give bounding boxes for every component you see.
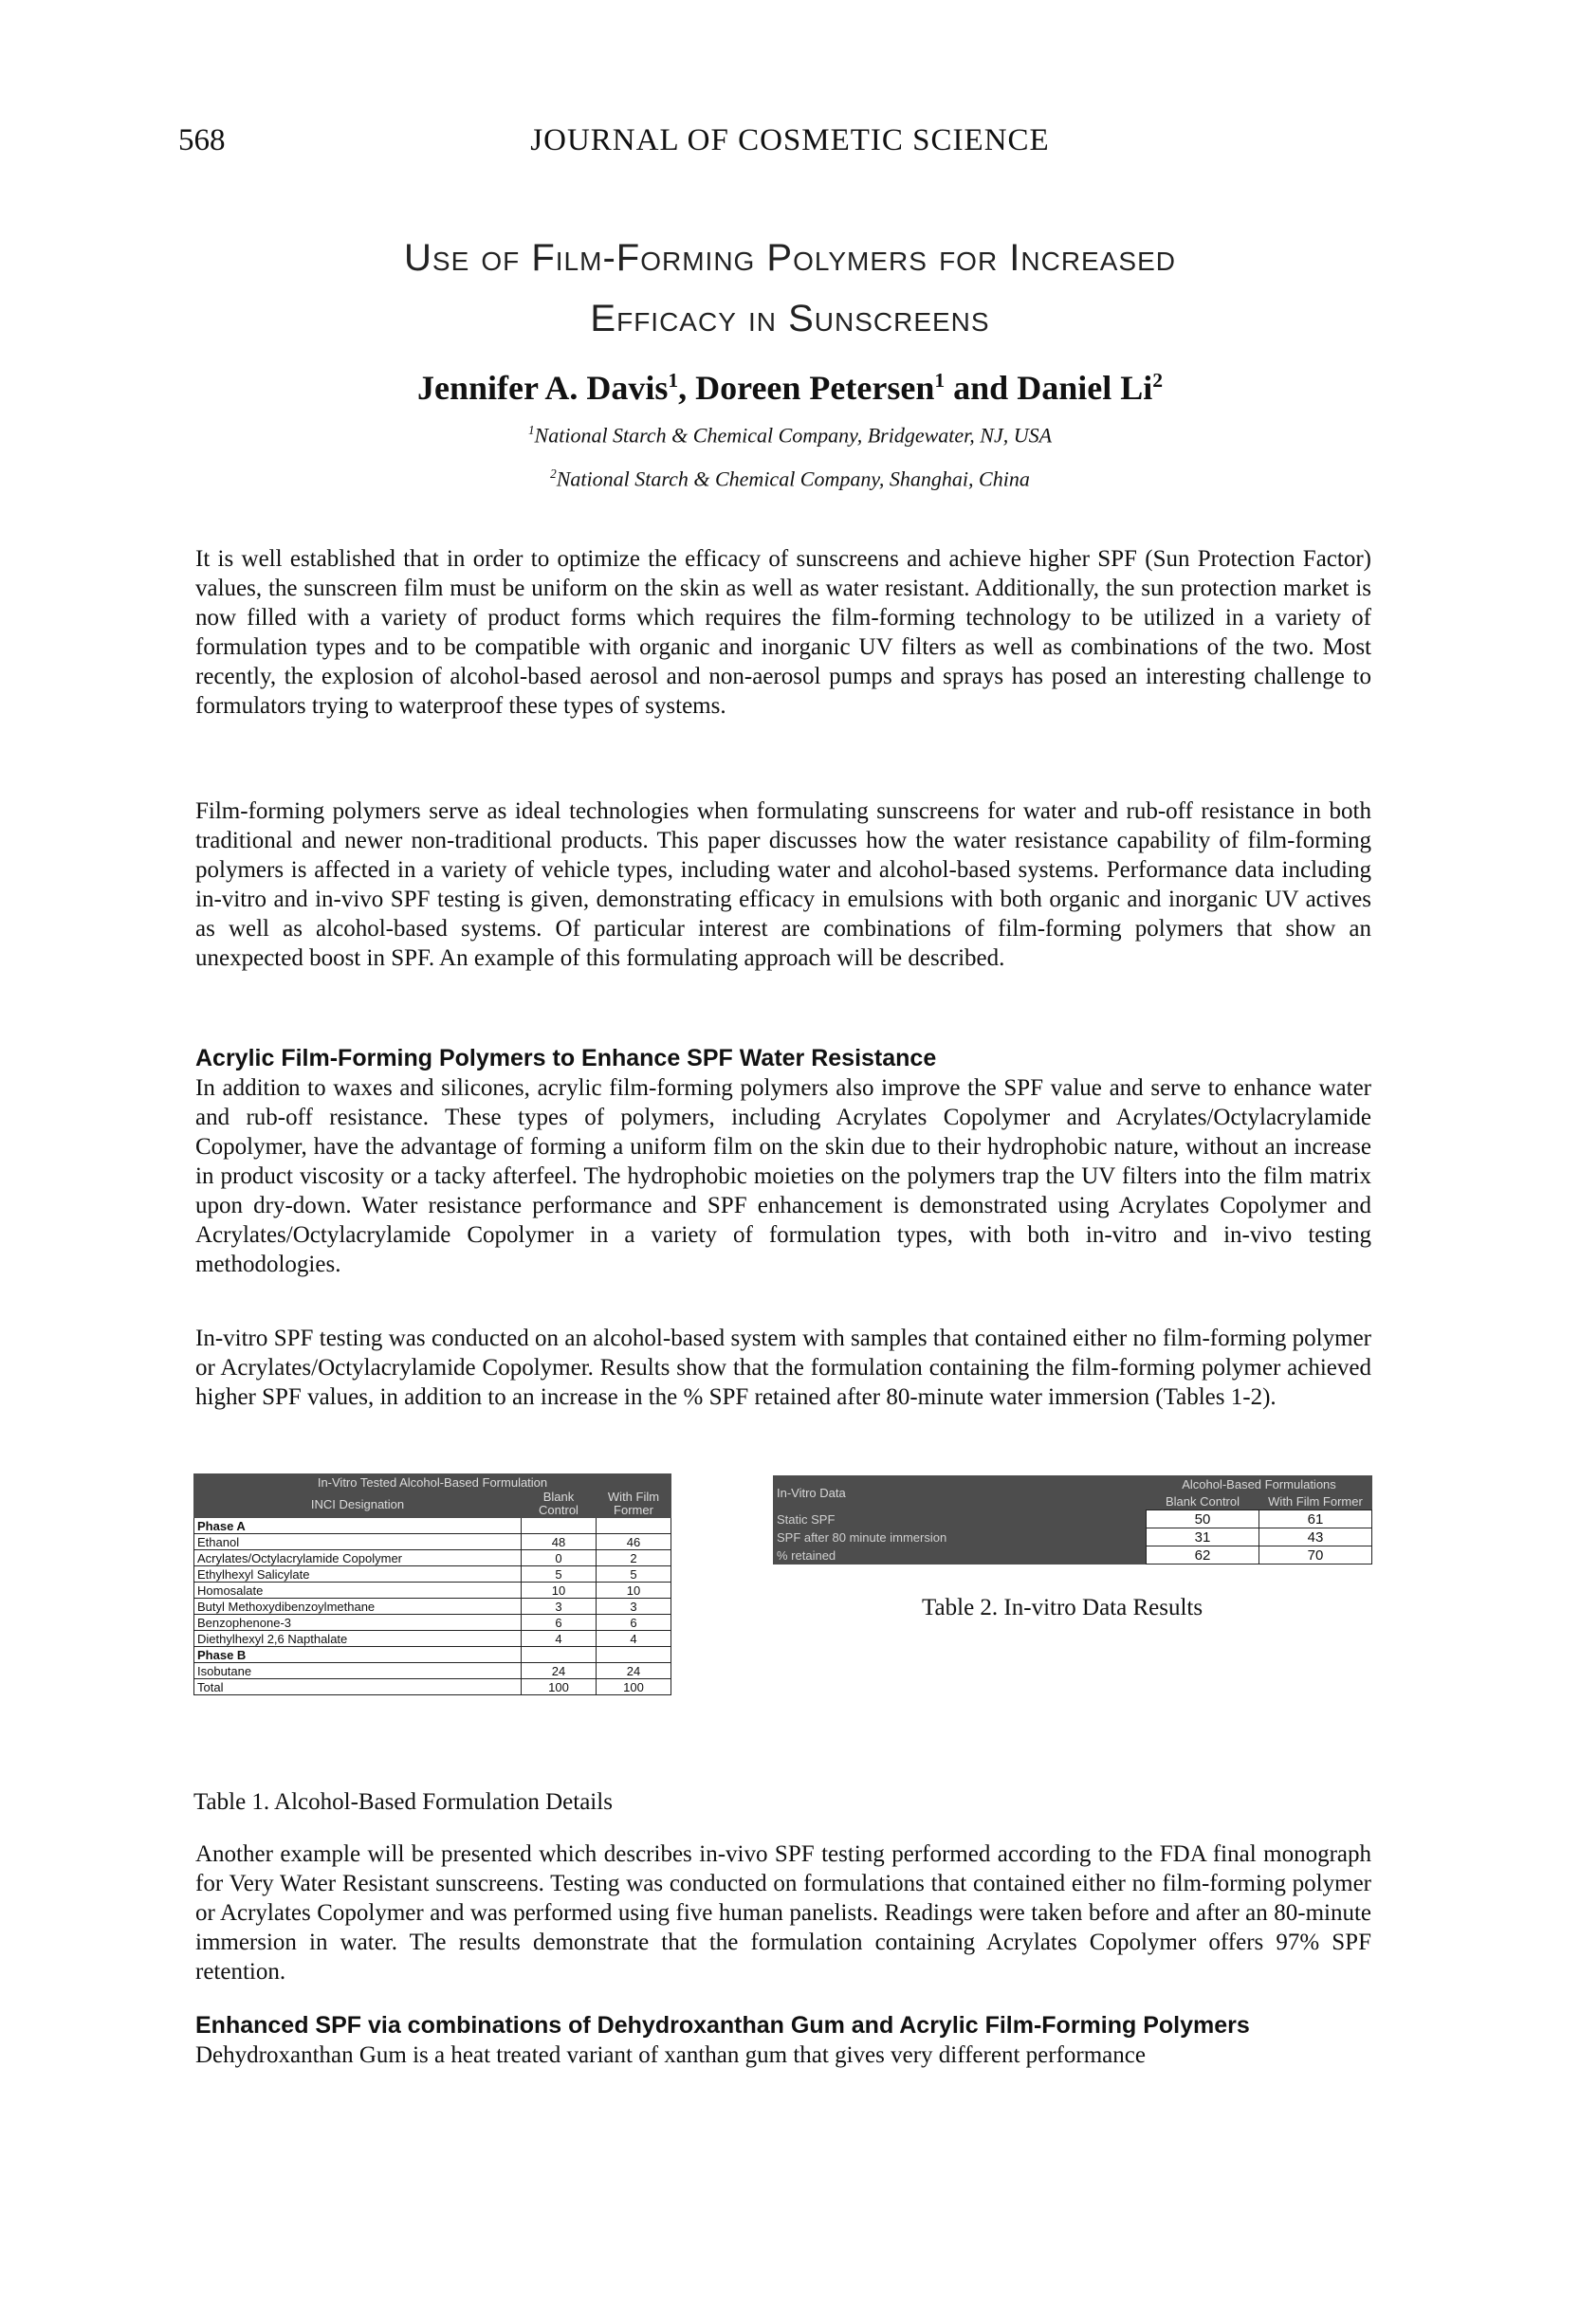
table-1-col-inci: INCI Designation — [194, 1491, 522, 1518]
table-1-cell-blank — [522, 1647, 597, 1663]
page-header — [178, 123, 1402, 171]
title-line-1: Use of Film-Forming Polymers for Increased — [404, 237, 1176, 279]
section-heading-acrylic: Acrylic Film-Forming Polymers to Enhance SPF Water Resistance — [195, 1045, 937, 1071]
table-1-cell-film: 4 — [597, 1631, 671, 1647]
author-1: Jennifer A. Davis — [416, 369, 669, 407]
table-1-cell-blank: 3 — [522, 1599, 597, 1615]
table-1-cell-name: Phase A — [194, 1518, 522, 1534]
table-1-cell-film: 6 — [597, 1615, 671, 1631]
affiliation-2-text: National Starch & Chemical Company, Shanghai, China — [556, 467, 1030, 491]
table-1-cell-film — [597, 1518, 671, 1534]
table-2-results — [773, 1475, 1372, 1565]
paragraph-in-vitro: In-vitro SPF testing was conducted on an alcohol-based system with samples that contained either no film-forming polymer or Acrylates/Octylacrylamide Copolymer. Results show that the formulation containing the film-forming polymer achieved higher SPF values, in addition to an increase in the % SPF retained after 80-minute water immersion (Tables 1-2). — [195, 1326, 1371, 1410]
table-1-cell-film: 10 — [597, 1583, 671, 1599]
table-2-col-label: In-Vitro Data — [773, 1475, 1147, 1510]
table-2-cell-film: 61 — [1259, 1510, 1372, 1528]
title-line-2: Efficacy in Sunscreens — [590, 298, 990, 339]
page-number: 568 — [178, 123, 226, 157]
paragraph-intro: It is well established that in order to optimize the efficacy of sunscreens and achieve higher SPF (Sun Protection Factor) values, the sunscreen film must be uniform on the skin as well as water resistant. Additionally, the sun protection market is now filled with a variety of product forms which requires the film-forming technology to be utilized in a variety of formulation types and to be compatible with organic and inorganic UV filters as well as combinations of the two. Most recently, the explosion of alcohol-based aerosol and non-aerosol pumps and sprays has posed an interesting challenge to formulators trying to waterproof these types of systems. — [195, 546, 1371, 719]
table-1-formulation — [193, 1473, 671, 1695]
table-1-cell-film: 2 — [597, 1550, 671, 1566]
table-2-row — [773, 1510, 1372, 1528]
table-2-group-row — [773, 1475, 1372, 1492]
table-1-cell-blank: 48 — [522, 1534, 597, 1550]
table-1-cell-blank: 6 — [522, 1615, 597, 1631]
table-1-cell-blank: 100 — [522, 1679, 597, 1695]
affiliation-2-mark: 2 — [550, 467, 557, 481]
table-2-cell-name: % retained — [773, 1546, 1147, 1565]
author-2: Doreen Petersen — [695, 369, 935, 407]
table-1-cell-name: Homosalate — [194, 1583, 522, 1599]
table-2-col-film: With Film Former — [1259, 1492, 1372, 1510]
table-1-col-film: With Film Former — [597, 1491, 671, 1518]
table-1-row — [194, 1534, 671, 1550]
table-1-row — [194, 1599, 671, 1615]
table-1-cell-blank: 10 — [522, 1583, 597, 1599]
table-2-row — [773, 1546, 1372, 1565]
table-1-cell-blank: 5 — [522, 1566, 597, 1583]
table-2-col-blank: Blank Control — [1147, 1492, 1259, 1510]
table-1-title: In-Vitro Tested Alcohol-Based Formulation — [194, 1474, 671, 1491]
author-3: Daniel Li — [1017, 369, 1153, 407]
table-2-cell-blank: 62 — [1147, 1546, 1259, 1565]
table-2-cell-blank: 50 — [1147, 1510, 1259, 1528]
author-1-affil: 1 — [668, 369, 679, 392]
author-separator: , — [678, 369, 696, 407]
author-3-affil: 2 — [1152, 369, 1164, 392]
table-1-cell-name: Ethanol — [194, 1534, 522, 1550]
author-2-affil: 1 — [934, 369, 946, 392]
table-1-cell-blank: 0 — [522, 1550, 597, 1566]
table-1-row — [194, 1631, 671, 1647]
table-1-cell-film — [597, 1647, 671, 1663]
section-heading-enhanced-spf: Enhanced SPF via combinations of Dehydroxanthan Gum and Acrylic Film-Forming Polymers — [195, 2012, 1250, 2039]
paragraph-dehydroxanthan: Dehydroxanthan Gum is a heat treated variant of xanthan gum that gives very different performance — [195, 2042, 1146, 2068]
journal-name: JOURNAL OF COSMETIC SCIENCE — [530, 123, 1050, 157]
affiliation-1-text: National Starch & Chemical Company, Bridgewater, NJ, USA — [534, 423, 1053, 448]
table-1-cell-film: 100 — [597, 1679, 671, 1695]
table-1-row — [194, 1550, 671, 1566]
table-1-cell-blank — [522, 1518, 597, 1534]
table-1-cell-name: Acrylates/Octylacrylamide Copolymer — [194, 1550, 522, 1566]
table-1-title-row — [194, 1474, 671, 1491]
table-1-header-row — [194, 1491, 671, 1518]
table-2-body — [773, 1510, 1372, 1565]
paragraph-film-forming: Film-forming polymers serve as ideal technologies when formulating sunscreens for water and rub-off resistance in both traditional and newer non-traditional products. This paper discusses how the water resistance capability of film-forming polymers is affected in a variety of vehicle types, including water and alcohol-based systems. Performance data including in-vitro and in-vivo SPF testing is given, demonstrating efficacy in emulsions with both organic and inorganic UV actives as well as alcohol-based systems. Of particular interest are combinations of film-forming polymers that show an unexpected boost in SPF. An example of this formulating approach will be described. — [195, 798, 1371, 971]
table-1-cell-name: Benzophenone-3 — [194, 1615, 522, 1631]
table-1-cell-name: Total — [194, 1679, 522, 1695]
paper-title — [178, 228, 1402, 349]
paragraph-in-vivo: Another example will be presented which describes in-vivo SPF testing performed according to the FDA final monograph for Very Water Resistant sunscreens. Testing was conducted on formulations that contained either no film-forming polymer or Acrylates Copolymer and was performed using five human panelists. Readings were taken before and after an 80-minute immersion in water. The results demonstrate that the formulation containing Acrylates Copolymer offers 97% SPF retention. — [195, 1841, 1371, 1985]
table-1-cell-name: Diethylhexyl 2,6 Napthalate — [194, 1631, 522, 1647]
table-1-cell-name: Phase B — [194, 1647, 522, 1663]
table-2-cell-blank: 31 — [1147, 1528, 1259, 1546]
table-1-row — [194, 1663, 671, 1679]
table-1-col-blank: Blank Control — [522, 1491, 597, 1518]
table-2-cell-film: 43 — [1259, 1528, 1372, 1546]
table-1-cell-blank: 24 — [522, 1663, 597, 1679]
affiliation-1 — [178, 423, 1402, 448]
table-1-cell-film: 5 — [597, 1566, 671, 1583]
table-1-row — [194, 1583, 671, 1599]
table-1-row — [194, 1647, 671, 1663]
table-1-body — [194, 1518, 671, 1695]
table-1-cell-name: Butyl Methoxydibenzoylmethane — [194, 1599, 522, 1615]
table-2-caption: Table 2. In-vitro Data Results — [922, 1595, 1203, 1620]
table-1-caption: Table 1. Alcohol-Based Formulation Details — [193, 1789, 613, 1815]
table-2-group-label: Alcohol-Based Formulations — [1147, 1475, 1372, 1492]
table-1-cell-film: 3 — [597, 1599, 671, 1615]
table-1-row — [194, 1518, 671, 1534]
author-separator: and — [945, 369, 1018, 407]
affiliation-2 — [178, 467, 1402, 491]
table-1-row — [194, 1566, 671, 1583]
table-1-row — [194, 1615, 671, 1631]
affiliation-1-mark: 1 — [527, 423, 535, 437]
table-1-cell-film: 24 — [597, 1663, 671, 1679]
table-2-row — [773, 1528, 1372, 1546]
table-2-cell-film: 70 — [1259, 1546, 1372, 1565]
table-1-cell-film: 46 — [597, 1534, 671, 1550]
table-1-cell-name: Isobutane — [194, 1663, 522, 1679]
table-2-cell-name: Static SPF — [773, 1510, 1147, 1528]
table-1-row — [194, 1679, 671, 1695]
table-1-cell-blank: 4 — [522, 1631, 597, 1647]
table-1-cell-name: Ethylhexyl Salicylate — [194, 1566, 522, 1583]
author-list — [178, 368, 1402, 408]
table-2-cell-name: SPF after 80 minute immersion — [773, 1528, 1147, 1546]
paragraph-acrylic: In addition to waxes and silicones, acrylic film-forming polymers also improve the SPF value and serve to enhance water and rub-off resistance. These types of polymers, including Acrylates Copolymer and Acrylates/Octylacrylamide Copolymer, have the advantage of forming a uniform film on the skin due to their hydrophobic nature, without an increase in product viscosity or a tacky afterfeel. The hydrophobic moieties on the polymers trap the UV filters into the film matrix upon dry-down. Water resistance performance and SPF enhancement is demonstrated using Acrylates Copolymer and Acrylates/Octylacrylamide Copolymer in a variety of formulation types, with both in-vitro and in-vivo testing methodologies. — [195, 1075, 1371, 1277]
